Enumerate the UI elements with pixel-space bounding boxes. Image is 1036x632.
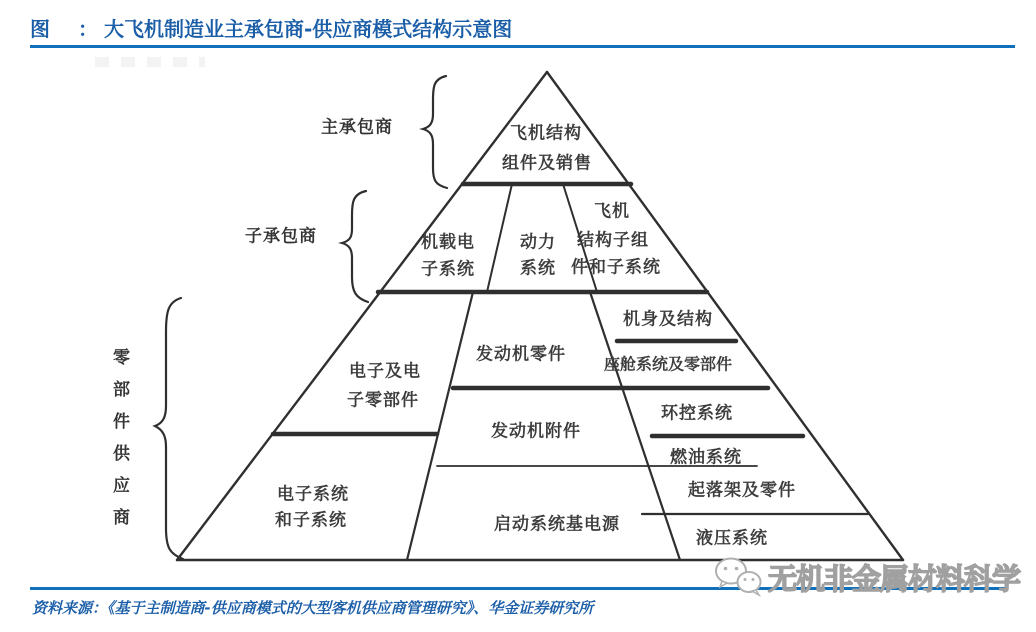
cell-structure-line2: 结构子组 xyxy=(577,230,649,251)
source-note: 资料来源：《基于主制造商-供应商模式的大型客机供应商管理研究》、华金证券研究所 xyxy=(32,599,594,617)
cell-structure-line3: 件和子系统 xyxy=(571,257,661,278)
cell-fuel: 燃油系统 xyxy=(670,447,742,468)
role-main-contractor: 主承包商 xyxy=(321,117,393,138)
cell-engine-parts: 发动机零件 xyxy=(476,344,566,365)
cell-hydraulic: 液压系统 xyxy=(696,528,768,549)
cell-electronics-line1: 电子及电 xyxy=(349,361,421,382)
cell-engine-accessories: 发动机附件 xyxy=(491,421,581,442)
cell-env-control: 环控系统 xyxy=(661,403,733,424)
cell-cabin: 座舱系统及零部件 xyxy=(603,354,733,374)
figure-colon: ： xyxy=(78,17,98,41)
parts-supplier-brace xyxy=(155,298,183,559)
cell-avionics-line1: 机载电 xyxy=(421,232,475,253)
figure-label: 图 xyxy=(30,17,50,41)
wechat-logo-icon xyxy=(712,556,764,598)
role-sub-contractor: 子承包商 xyxy=(245,226,317,247)
main-contractor-brace xyxy=(423,76,447,188)
cell-landing-gear: 起落架及零件 xyxy=(688,480,796,501)
left-column-divider xyxy=(407,292,473,560)
watermark xyxy=(712,556,1020,598)
cell-power-line1: 动力 xyxy=(520,232,556,253)
cell-starting-power: 启动系统基电源 xyxy=(494,514,620,535)
cell-fuselage: 机身及结构 xyxy=(623,309,713,330)
role-parts-supplier: 零部件供应商 xyxy=(109,348,129,540)
cell-tier1-line1: 飞机结构 xyxy=(510,123,582,144)
cell-electronic-systems-line1: 电子系统 xyxy=(277,484,349,505)
cell-power-line2: 系统 xyxy=(520,258,556,279)
cell-electronics-line2: 子零部件 xyxy=(347,390,419,411)
cell-tier1-line2: 组件及销售 xyxy=(502,153,592,174)
sub-contractor-brace xyxy=(342,191,368,302)
figure-title: 大飞机制造业主承包商-供应商模式结构示意图 xyxy=(104,17,513,41)
cell-avionics-line2: 子系统 xyxy=(421,259,475,280)
cell-electronic-systems-line2: 和子系统 xyxy=(275,510,347,531)
pyramid-left-edge xyxy=(177,72,547,560)
cell-structure-line1: 飞机 xyxy=(594,201,630,222)
tier2-left-divider xyxy=(487,184,512,292)
watermark-text: 无机非金属材料科学 xyxy=(768,561,1021,596)
